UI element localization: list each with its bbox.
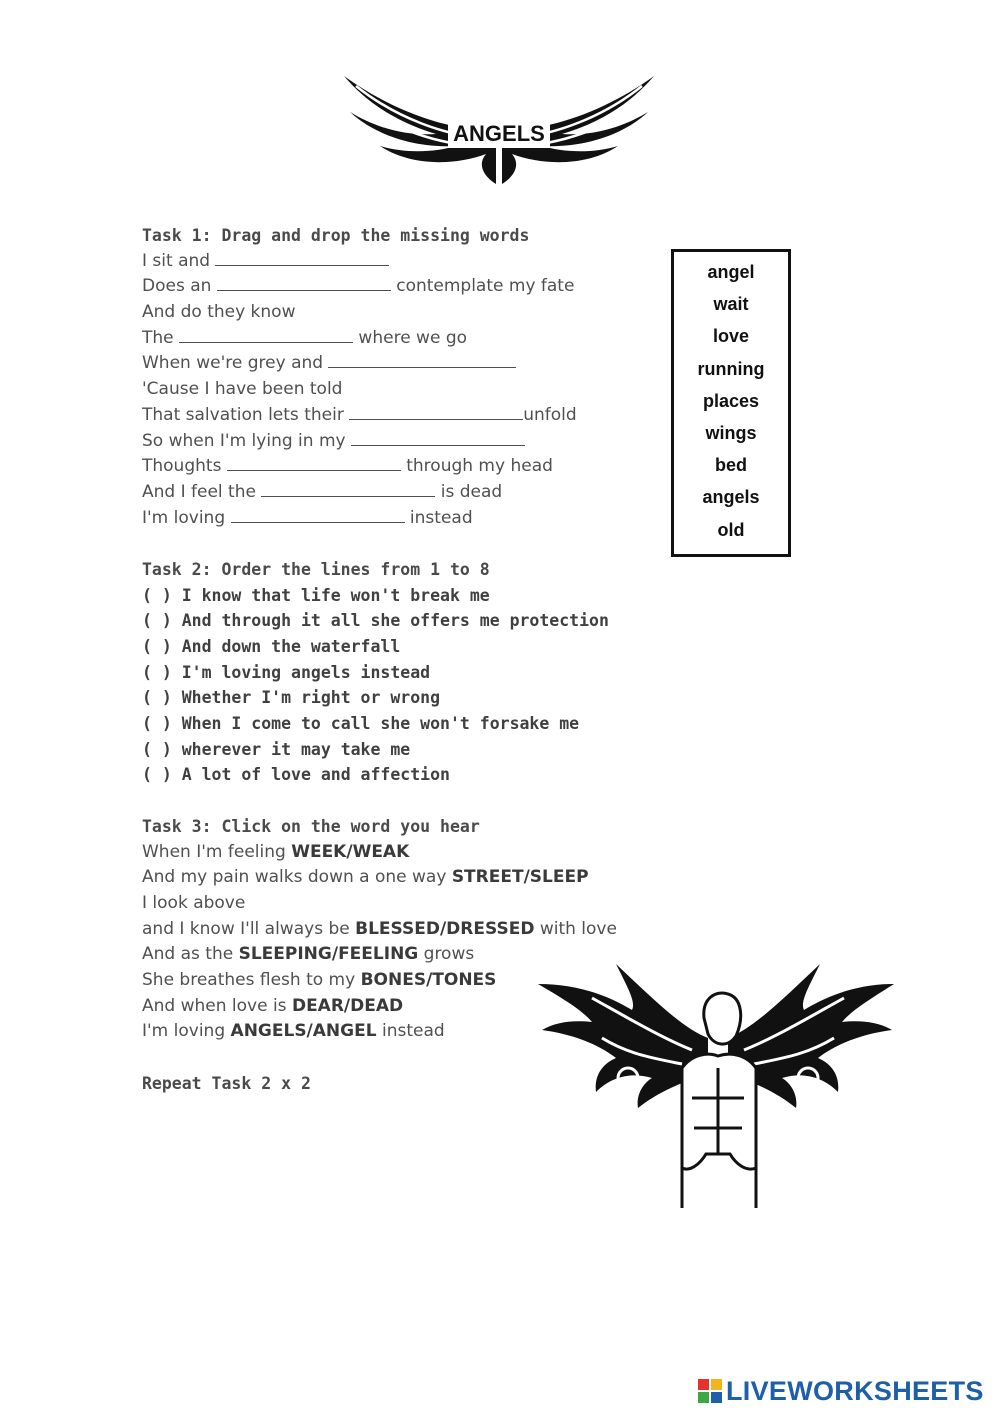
line-text: instead [404, 507, 473, 528]
line-text: And down the waterfall [181, 637, 401, 656]
order-bracket[interactable]: ( ) [142, 688, 182, 708]
blank-drop-zone[interactable] [227, 455, 401, 471]
word-bank-item[interactable]: wings [705, 422, 757, 443]
word-bank-item[interactable]: angels [702, 487, 760, 508]
order-bracket[interactable]: ( ) [142, 611, 182, 631]
line-text: with love [534, 918, 617, 939]
line-text: The [142, 327, 180, 348]
task1-line [142, 403, 662, 429]
line-text: where we go [353, 327, 468, 348]
word-choice[interactable]: BONES/TONES [360, 969, 497, 990]
order-bracket[interactable]: ( ) [142, 585, 182, 605]
line-text: She breathes flesh to my [142, 969, 361, 990]
task2-line [142, 660, 662, 686]
brand-name: LIVEWORKSHEETS [726, 1375, 984, 1406]
line-text: And when love is [142, 995, 292, 1016]
line-text: I look above [142, 892, 246, 913]
word-bank [671, 249, 791, 557]
line-text: When I'm feeling [142, 841, 292, 862]
task2-line [142, 762, 662, 788]
task1-line [142, 480, 662, 506]
line-text: I'm loving angels instead [181, 662, 431, 682]
line-text: I sit and [142, 250, 216, 271]
blank-drop-zone[interactable] [215, 250, 389, 266]
task2-line [142, 608, 662, 634]
task1-line [142, 300, 662, 326]
blank-drop-zone[interactable] [351, 430, 525, 446]
word-choice[interactable]: ANGELS/ANGEL [230, 1021, 377, 1042]
line-text: When I come to call she won't forsake me [181, 714, 580, 734]
word-choice[interactable]: BLESSED/DRESSED [355, 918, 535, 939]
task1-heading: Task 1: Drag and drop the missing words [142, 226, 530, 245]
line-text: And through it all she offers me protection [181, 611, 609, 631]
line-text: When we're grey and [142, 353, 329, 374]
task1-line [142, 274, 662, 300]
liveworksheets-logo[interactable] [696, 1374, 984, 1408]
task2-line [142, 685, 662, 711]
line-text: That salvation lets their [142, 404, 350, 425]
line-text: 'Cause I have been told [142, 379, 343, 400]
order-bracket[interactable]: ( ) [142, 765, 182, 785]
order-bracket[interactable]: ( ) [142, 637, 182, 656]
task3-line [142, 891, 662, 917]
line-text: I know that life won't break me [181, 585, 490, 605]
blank-drop-zone[interactable] [328, 352, 516, 368]
word-bank-item[interactable]: love [712, 326, 750, 347]
task3-line [142, 865, 662, 891]
line-text: So when I'm lying in my [142, 430, 351, 451]
word-bank-item[interactable]: angel [707, 262, 755, 282]
order-bracket[interactable]: ( ) [142, 739, 182, 759]
task1-line [142, 506, 662, 532]
task1-line [142, 377, 662, 403]
task3-line [142, 917, 662, 943]
task2-line [142, 711, 662, 737]
task1-line [142, 351, 662, 377]
blank-drop-zone[interactable] [217, 275, 391, 291]
line-text: and I know I'll always be [142, 918, 356, 939]
word-bank-item[interactable]: running [697, 358, 765, 379]
task1-lines [142, 249, 662, 532]
winged-figure-icon [532, 958, 900, 1222]
task3-line [142, 840, 662, 866]
line-text: Does an [142, 276, 217, 297]
repeat-note: Repeat Task 2 x 2 [142, 1073, 311, 1093]
task2-line [142, 737, 662, 763]
task2-line [142, 583, 662, 609]
line-text: Whether I'm right or wrong [181, 688, 441, 708]
task2-line [142, 634, 662, 660]
blank-drop-zone[interactable] [231, 507, 405, 523]
line-text: And do they know [142, 302, 296, 323]
word-bank-item[interactable]: old [717, 519, 745, 540]
word-bank-item[interactable]: bed [714, 455, 747, 476]
task1-line [142, 454, 662, 480]
line-text: I'm loving [142, 1021, 231, 1042]
word-choice[interactable]: SLEEPING/FEELING [238, 944, 419, 965]
order-bracket[interactable]: ( ) [142, 714, 182, 734]
order-bracket[interactable]: ( ) [142, 662, 182, 682]
angel-illustration [532, 958, 900, 1222]
line-text: unfold [523, 404, 577, 425]
line-text: through my head [400, 456, 553, 477]
task1-line [142, 429, 662, 455]
blank-drop-zone[interactable] [179, 327, 353, 343]
line-text: instead [376, 1021, 445, 1042]
title-logo [336, 62, 662, 186]
line-text: And my pain walks down a one way [142, 867, 452, 888]
line-text: contemplate my fate [390, 276, 575, 297]
wings-icon [336, 62, 662, 186]
page-title: ANGELS [453, 121, 545, 146]
word-bank-item[interactable]: places [702, 390, 760, 411]
liveworksheets-icon [696, 1377, 724, 1405]
task1-line [142, 326, 662, 352]
line-text: Thoughts [142, 456, 227, 477]
line-text: And as the [142, 944, 239, 965]
task2-heading: Task 2: Order the lines from 1 to 8 [142, 559, 490, 579]
blank-drop-zone[interactable] [349, 404, 523, 420]
blank-drop-zone[interactable] [261, 481, 435, 497]
word-bank-item[interactable]: wait [713, 294, 749, 315]
task1-line [142, 249, 662, 275]
line-text: And I feel the [142, 481, 262, 502]
line-text: is dead [435, 481, 503, 502]
word-choice[interactable]: WEEK/WEAK [291, 841, 410, 862]
line-text: I'm loving [142, 507, 231, 528]
line-text: grows [418, 944, 475, 965]
line-text: wherever it may take me [181, 739, 411, 759]
word-choice[interactable]: DEAR/DEAD [291, 995, 404, 1016]
task2-lines [142, 583, 662, 789]
line-text: A lot of love and affection [181, 765, 450, 785]
word-choice[interactable]: STREET/SLEEP [451, 867, 589, 888]
task3-heading: Task 3: Click on the word you hear [142, 816, 480, 836]
